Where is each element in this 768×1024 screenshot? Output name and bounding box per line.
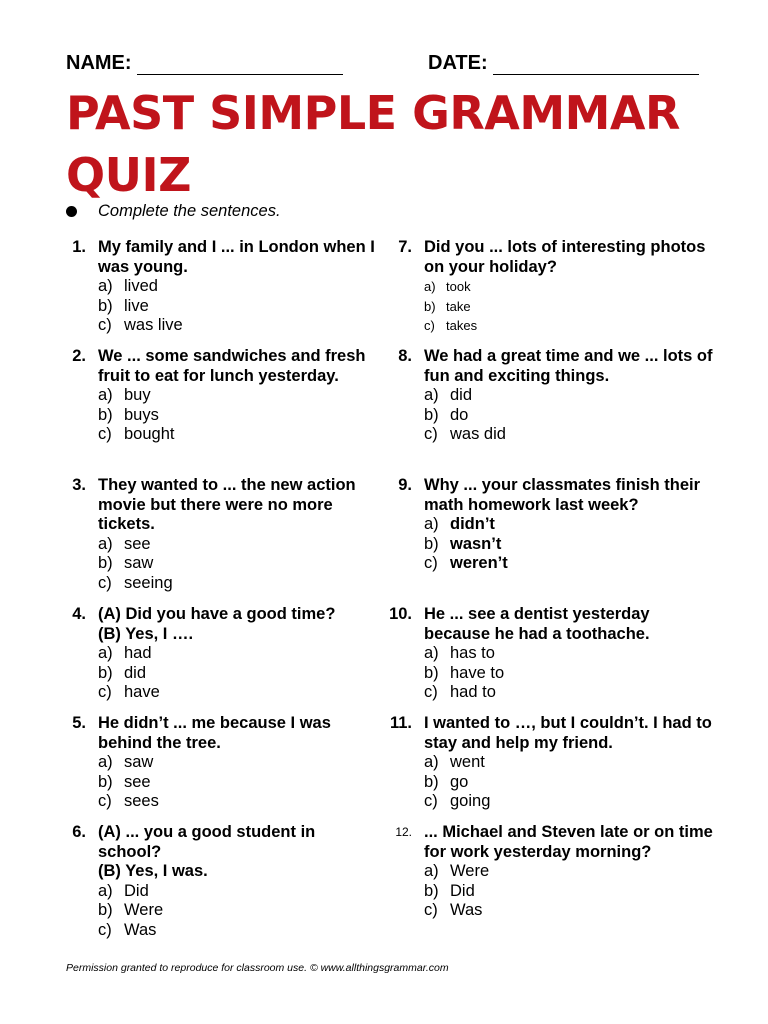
question-11 — [389, 714, 714, 812]
option-c: c) sees — [98, 792, 159, 811]
header-row — [66, 52, 706, 78]
question-1 — [72, 238, 378, 336]
option-c: c) have — [98, 683, 160, 702]
question-number: 5. — [72, 714, 86, 732]
option-c: c) Was — [424, 901, 483, 920]
option-a: a) see — [98, 534, 151, 553]
page-title: PAST SIMPLE GRAMMAR QUIZ — [66, 86, 680, 202]
question-number: 3. — [72, 476, 86, 494]
option-b: b) see — [98, 772, 151, 791]
option-a: a) went — [424, 753, 485, 772]
question-number: 4. — [72, 605, 86, 623]
question-12 — [395, 823, 714, 921]
option-a: a) Did — [98, 881, 149, 900]
question-number: 8. — [398, 347, 412, 365]
question-stem: He didn’t ... me because I was behind the tree. — [98, 714, 331, 752]
option-a: a) lived — [98, 277, 158, 296]
footer-permission: Permission granted to reproduce for classroom use. © www.allthingsgrammar.com — [66, 962, 449, 974]
option-a: a) saw — [98, 753, 154, 772]
option-b: b) Did — [424, 881, 475, 900]
date-field — [428, 52, 699, 75]
question-stem: We had a great time and we ... lots of fun and exciting things. — [424, 347, 713, 385]
question-stem: My family and I ... in London when I was young. — [98, 238, 375, 276]
question-10 — [389, 605, 714, 703]
name-label: NAME: — [66, 52, 132, 74]
question-stem: He ... see a dentist yesterday because he had a toothache. — [424, 605, 650, 643]
option-b: b) have to — [424, 663, 505, 682]
option-b: b) do — [424, 405, 469, 424]
date-blank-line — [493, 56, 699, 75]
question-8 — [398, 347, 714, 445]
option-b: b) take — [424, 298, 471, 314]
option-c: c) Was — [98, 920, 157, 939]
question-number: 10. — [389, 605, 412, 623]
option-a: a) Were — [424, 862, 490, 881]
name-blank-line — [137, 56, 343, 75]
option-c: c) had to — [424, 683, 496, 702]
option-a: a) did — [424, 386, 473, 405]
option-a: a) didn’t — [424, 515, 495, 534]
question-5 — [72, 714, 378, 812]
question-number: 11. — [389, 714, 412, 732]
option-b: b) go — [424, 772, 469, 791]
option-a: a) has to — [424, 644, 495, 663]
option-c: c) bought — [98, 425, 175, 444]
option-b: b) Were — [98, 901, 164, 920]
option-b: b) saw — [98, 554, 154, 573]
option-b: b) buys — [98, 405, 159, 424]
question-3 — [72, 476, 378, 594]
option-c: c) seeing — [98, 573, 173, 592]
date-label: DATE: — [428, 52, 488, 74]
question-stem: (A) ... you a good student in school? (B) Yes, I was. — [98, 823, 316, 881]
option-c: c) was live — [98, 316, 183, 335]
question-number: 9. — [398, 476, 412, 494]
question-stem: ... Michael and Steven late or on time for work yesterday morning? — [424, 823, 713, 861]
option-a: a) buy — [98, 386, 151, 405]
option-c: c) takes — [424, 318, 478, 334]
question-4 — [72, 605, 378, 703]
option-c: c) was did — [424, 425, 506, 444]
option-c: c) weren’t — [424, 554, 508, 573]
question-7 — [398, 238, 714, 336]
question-stem: We ... some sandwiches and fresh fruit to eat for lunch yesterday. — [98, 347, 366, 385]
bullet-icon — [66, 206, 77, 217]
question-number: 12. — [395, 825, 412, 839]
question-2 — [72, 347, 378, 445]
question-number: 2. — [72, 347, 86, 365]
question-stem: Why ... your classmates finish their math homework last week? — [424, 476, 700, 514]
option-b: b) live — [98, 296, 149, 315]
instruction-text: Complete the sentences. — [98, 202, 281, 220]
option-a: a) had — [98, 644, 152, 663]
option-c: c) going — [424, 792, 491, 811]
question-stem: They wanted to ... the new action movie but there were no more tickets. — [98, 476, 356, 534]
question-number: 7. — [398, 238, 412, 256]
question-stem: I wanted to …, but I couldn’t. I had to stay and help my friend. — [424, 714, 712, 752]
option-b: b) did — [98, 663, 147, 682]
question-6 — [72, 823, 378, 941]
question-9 — [398, 476, 714, 574]
option-a: a) took — [424, 279, 471, 295]
name-field — [66, 52, 343, 75]
option-b: b) wasn’t — [424, 534, 502, 553]
question-stem: (A) Did you have a good time? (B) Yes, I …. — [98, 605, 336, 643]
question-number: 6. — [72, 823, 86, 841]
question-number: 1. — [72, 238, 86, 256]
question-stem: Did you ... lots of interesting photos on your holiday? — [424, 238, 706, 276]
